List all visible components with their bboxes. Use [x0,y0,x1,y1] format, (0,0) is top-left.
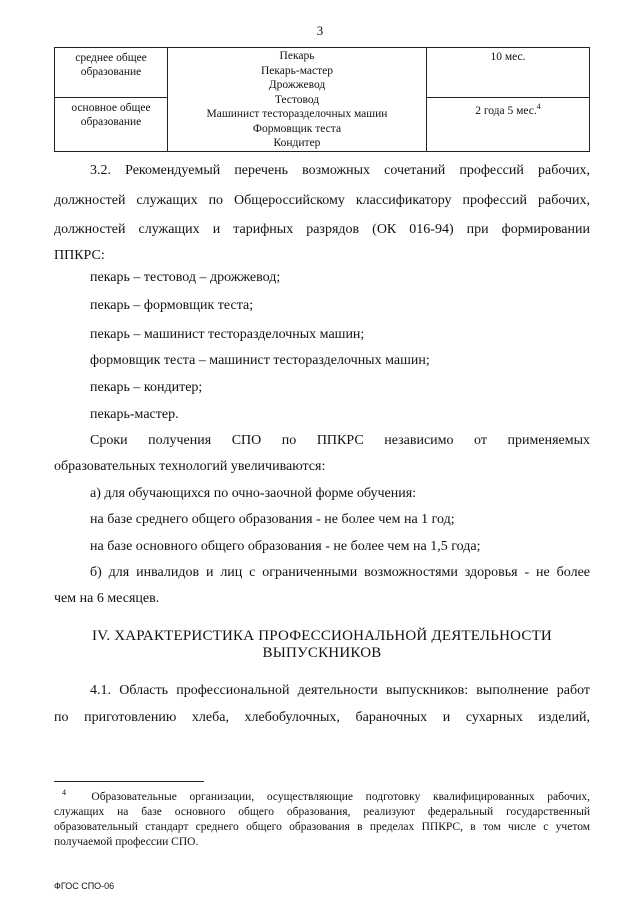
combination-item: пекарь – формовщик теста; [90,298,254,313]
profession-item: Пекарь-мастер [260,64,334,77]
section-iv-heading: IV. ХАРАКТЕРИСТИКА ПРОФЕССИОНАЛЬНОЙ ДЕЯТЕЛЬНОСТИ ВЫПУСКНИКОВ [92,628,552,661]
document-code-footer: ФГОС СПО-06 [54,881,115,891]
profession-item: Кондитер [273,137,321,149]
education-cell: основное общее образование [55,97,168,151]
education-cell: среднее общее образование [55,48,168,98]
terms-item-b: б) для инвалидов и лиц с ограниченными возможностями здоровья - не более [90,565,590,580]
profession-item: Дрожжевод [268,79,326,91]
combination-item: пекарь – кондитер; [90,380,203,395]
profession-item: Пекарь [279,50,315,62]
profession-item: Машинист тесторазделочных машин [206,108,388,120]
education-duration-table [54,47,590,152]
footnote-separator [54,781,204,782]
terms-line: Сроки получения СПО по ППКРС независимо от применяемых [90,433,590,448]
section-4-1-line: по приготовлению хлеба, хлебобулочных, бараночных и сухарных изделий, [54,710,590,725]
combination-item: формовщик теста – машинист тесторазделочных машин; [90,353,430,368]
footnote-number: 4 [62,788,66,797]
section-3-2-line: должностей служащих и тарифных разрядов (ОК 016-94) при формировании [54,222,590,237]
profession-item: Формовщик теста [252,122,342,135]
table-row [55,48,590,98]
terms-item-b: чем на 6 месяцев. [54,591,160,606]
section-3-2-line: 3.2. Рекомендуемый перечень возможных сочетаний профессий рабочих, [90,163,590,178]
combination-item: пекарь – тестовод – дрожжевод; [90,270,281,285]
footnote-ref: 4 [536,101,541,111]
professions-cell [168,48,427,152]
duration-cell: 2 года 5 мес.$^4$ [427,97,590,151]
section-3-2-line: должностей служащих по Общероссийскому классификатору профессий рабочих, [54,193,590,208]
section-3-2-line: ППКРС: [54,248,105,263]
combination-item: пекарь-мастер. [90,407,179,422]
section-4-1-line: 4.1. Область профессиональной деятельности выпускников: выполнение работ [90,683,590,698]
terms-line: образовательных технологий увеличиваются: [54,459,326,474]
terms-item-a1: на базе среднего общего образования - не более чем на 1 год; [90,512,455,527]
footnote: $^4$ Образовательные организации, осуществляющие подготовку квалифицированных рабочих, служащих на базе основного общего образования, реализуют федеральный государственный образовательный стандарт среднего общего образования в пределах ППКРС, в том числе с учетом получаемой профессии СПО. [54,788,591,848]
duration-cell: 10 мес. [427,48,590,98]
profession-item: Тестовод [274,93,320,106]
page-number: 3 [316,23,324,38]
combination-item: пекарь – машинист тесторазделочных машин; [90,327,365,342]
terms-item-a: а) для обучающихся по очно-заочной форме обучения: [90,486,417,501]
terms-item-a2: на базе основного общего образования - не более чем на 1,5 года; [90,539,481,554]
